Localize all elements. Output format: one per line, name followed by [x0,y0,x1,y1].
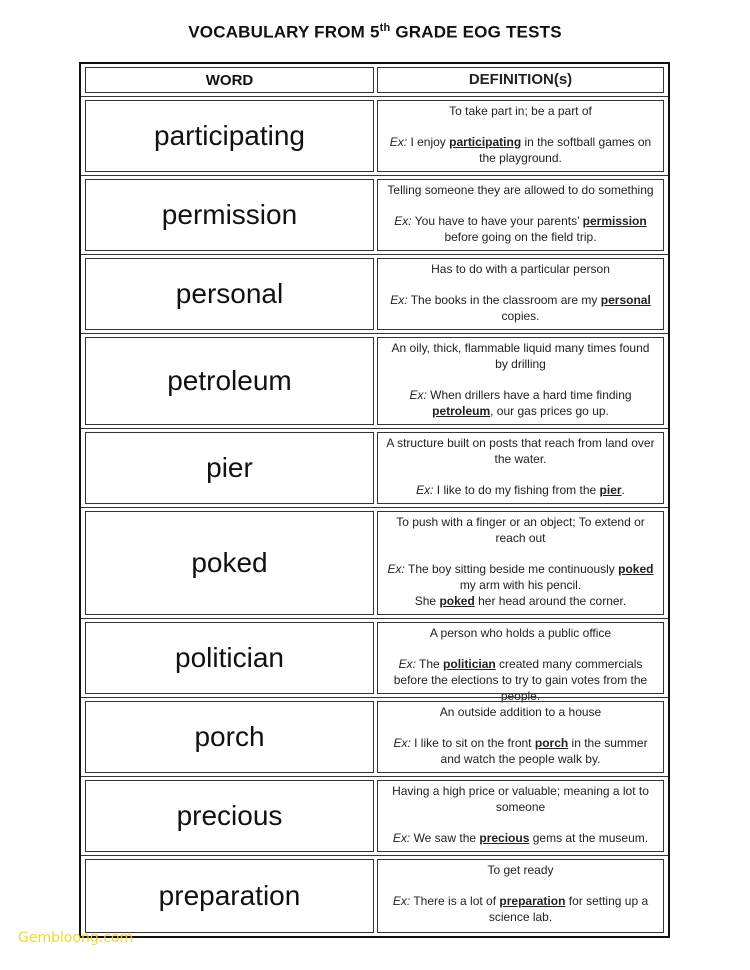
spacer [384,641,657,656]
spacer [384,119,657,134]
table-row [81,176,668,255]
spacer [384,878,657,893]
example-text: , our gas prices go up. [490,404,609,418]
vocab-word: participating [85,100,374,172]
example-sentence [384,213,657,245]
example-text: She [414,594,440,608]
example-text: I like to sit on the front [414,736,535,750]
title-text-suffix: GRADE EOG TESTS [390,22,562,42]
vocab-word: porch [85,701,374,773]
definition-cell [377,258,664,330]
example-sentence [384,387,657,419]
definition-cell [377,100,664,172]
example-text: for setting up a science lab. [488,894,649,924]
example-text: There is a lot of [413,894,500,908]
example-keyword: porch [534,736,569,750]
example-sentence [384,561,657,593]
example-keyword: poked [439,594,475,608]
example-label: Ex: [398,657,416,671]
example-sentence [384,893,657,925]
example-label: Ex: [409,388,427,402]
table-row [81,698,668,777]
definition-cell [377,859,664,933]
example-label: Ex: [394,214,412,228]
example-text: in the softball games on the playground. [479,135,652,165]
example-label: Ex: [390,293,408,307]
definition-text: An oily, thick, flammable liquid many times found by drilling [391,341,650,371]
page-title [0,22,750,43]
spacer [384,467,657,482]
example-keyword: participating [449,135,522,149]
example-keyword: precious [479,831,530,845]
table-row [81,255,668,334]
title-text: VOCABULARY FROM 5 [188,22,380,42]
table-row [81,508,668,619]
example-label: Ex: [392,831,411,845]
vocab-word: poked [85,511,374,615]
table-row [81,856,668,936]
example-text: You have to have your parents’ [414,214,583,228]
definition-text: To take part in; be a part of [449,104,592,118]
word-column-header: WORD [85,67,374,93]
example-sentence [384,735,657,767]
spacer [384,198,657,213]
example-sentence [384,656,657,704]
example-sentence [384,482,657,498]
example-sentence [384,134,657,166]
definition-text: An outside addition to a house [439,705,602,719]
vocab-word: personal [85,258,374,330]
definition-text: Telling someone they are allowed to do something [387,183,654,197]
example-text: gems at the museum. [529,831,649,845]
example-keyword: petroleum [432,404,491,418]
example-text: copies. [501,309,540,323]
definition-cell [377,511,664,615]
example-keyword: poked [618,562,654,576]
table-row [81,429,668,508]
definition-text: To push with a finger or an object; To extend or reach out [396,515,645,545]
vocab-word: pier [85,432,374,504]
example-text: before going on the field trip. [444,230,597,244]
example-text: The books in the classroom are my [410,293,601,307]
definition-text: A person who holds a public office [429,626,612,640]
table-row [81,97,668,176]
example-sentence [384,292,657,324]
vocab-word: petroleum [85,337,374,425]
example-text: . [621,483,625,497]
example-text: The boy sitting beside me continuously [408,562,619,576]
example-text: The [419,657,444,671]
spacer [384,720,657,735]
vocab-word: precious [85,780,374,852]
example-label: Ex: [389,135,408,149]
definition-cell [377,780,664,852]
definition-column-header: DEFINITION(s) [377,67,664,93]
vocab-word: preparation [85,859,374,933]
spacer [384,546,657,561]
definition-cell [377,337,664,425]
example-label: Ex: [392,894,411,908]
example-text: her head around the corner. [474,594,627,608]
example-keyword: pier [599,483,622,497]
vocab-word: politician [85,622,374,694]
example-keyword: personal [600,293,651,307]
definition-text: Has to do with a particular person [431,262,610,276]
title-superscript: th [379,22,391,34]
example-text: my arm with his pencil. [459,578,582,592]
definition-cell [377,432,664,504]
example-label: Ex: [416,483,434,497]
definition-text: Having a high price or valuable; meaning a lot to someone [392,784,649,814]
table-header-row [81,64,668,97]
spacer [384,277,657,292]
example-label: Ex: [393,736,411,750]
definition-cell [377,701,664,773]
example-text: We saw the [413,831,480,845]
example-label: Ex: [387,562,405,576]
definition-cell [377,179,664,251]
example-text: When drillers have a hard time finding [430,388,632,402]
spacer [384,815,657,830]
example-sentence [384,830,657,846]
example-text: in the summer and watch the people walk by. [440,736,648,766]
example-keyword: politician [443,657,496,671]
example-sentence [384,593,657,609]
table-row [81,777,668,856]
example-keyword: permission [582,214,647,228]
definition-text: To get ready [487,863,554,877]
definition-text: A structure built on posts that reach from land over the water. [386,436,655,466]
watermark: Gembloong.com [18,930,134,946]
definition-cell [377,622,664,703]
vocab-word: permission [85,179,374,251]
spacer [384,372,657,387]
table-row [81,334,668,429]
example-keyword: preparation [499,894,566,908]
example-text: I like to do my fishing from the [436,483,600,497]
example-text: created many commercials before the elections to try to gain votes from the people. [393,657,648,703]
example-text: I enjoy [410,135,450,149]
vocabulary-table [79,62,670,938]
table-row [81,619,668,703]
